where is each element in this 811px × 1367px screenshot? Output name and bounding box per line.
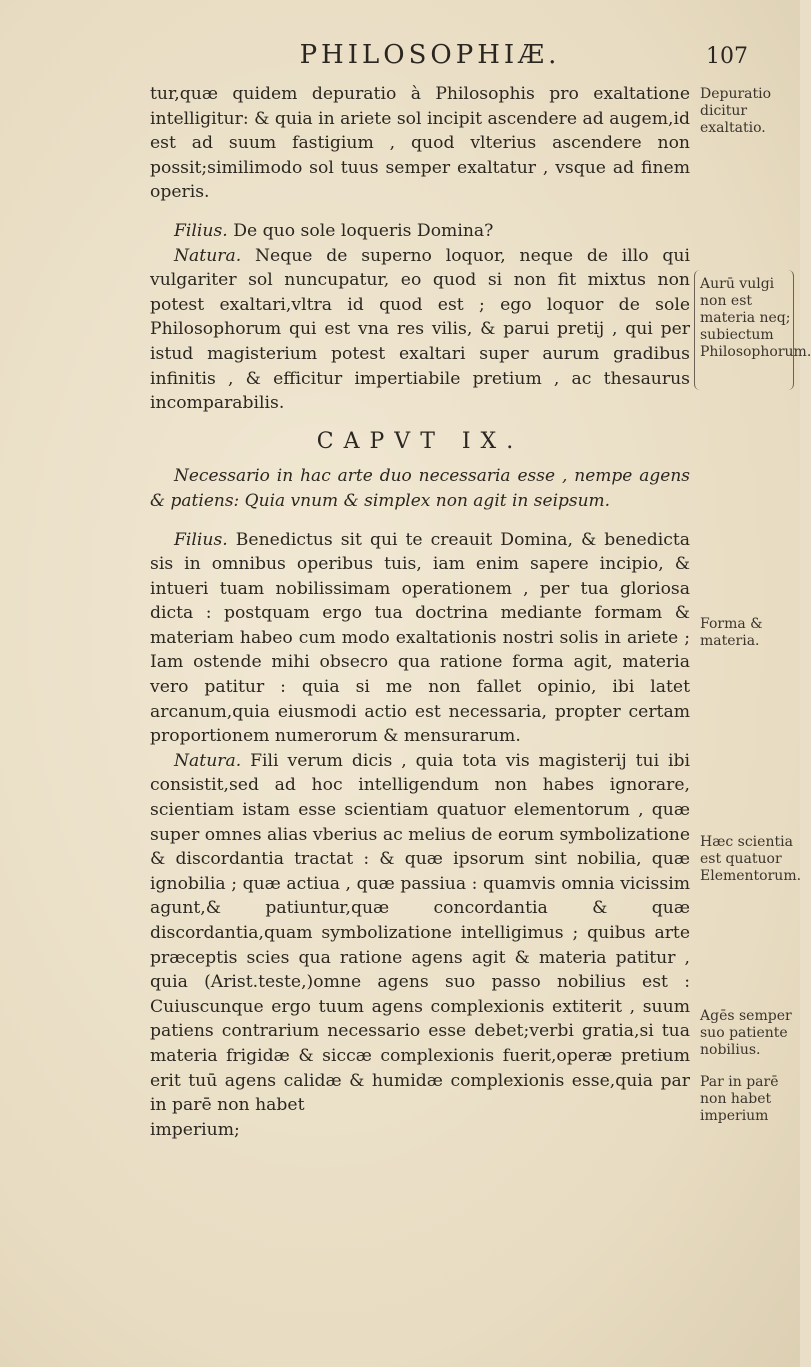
marginal-note-2: Aurū vulgi non est materia neq; subiectum Philosophorum.: [700, 276, 811, 360]
paragraph-text: Neque de superno loquor, neque de illo qui vulgariter sol nuncupatur, eo quod si non fit mixtus non potest exaltari,vltra id quod est ; ego loquor de sole Philosophorum qui est vna res vilis, & parui pretij , qui per istud magisterium potest exaltari super aurum gradibus infinitis , & efficitur impertiabile pretium , ac thesaurus incomparabilis.: [150, 245, 690, 414]
paragraph-text: Benedictus sit qui te creauit Domina, & benedicta sis in omnibus operibus tuis, iam enim sapere incipio, & intueri tuam nobilissimam operationem , per tua gloriosa dicta : postquam ergo tua doctrina mediante formam & materiam habeo cum modo exaltationis nostri solis in ariete ; Iam ostende mihi obsecro qua ratione forma agit, materia vero patitur : quia si me non fallet opinio, ibi latet arcanum,quia eiusmodi actio est necessaria, propter certam proportionem numerorum & mensurarum.: [150, 529, 690, 747]
main-text: [150, 82, 690, 1142]
speaker-label: Natura.: [174, 750, 242, 771]
marginal-note-1: Depuratio dicitur exaltatio.: [700, 86, 772, 136]
paragraph-1: tur,quæ quidem depuratio à Philosophis pro exaltatione intelligitur: & quia in ariete sol incipit ascendere ad augem,id est ad suum fastigium , quod vlterius ascendere non possit;similimodo sol tuus semper exaltatur , vsque ad finem operis.: [150, 84, 690, 203]
paragraph-3: [150, 244, 690, 416]
marginal-note-3: Forma & materia.: [700, 616, 763, 649]
marginal-note-4: Hæc scientia est quatuor Elementorum.: [700, 834, 802, 884]
paragraph-2: [150, 219, 690, 244]
speaker-label: Filius.: [174, 529, 228, 550]
marginal-note-6: Par in parē non habet imperium: [700, 1074, 779, 1124]
paragraph-5: [150, 749, 690, 1118]
catchword: imperium;: [150, 1119, 240, 1140]
paragraph-text: Fili verum dicis , quia tota vis magisterij tui ibi consistit,sed ad hoc intelligendum non habes ignorare, scientiam istam esse scientiam quatuor elementorum , quæ super omnes alias vberius ac melius de eorum symbolizatione & discordantia tractat : & quæ ipsorum sint nobilia, quæ ignobilia ; quæ actiua , quæ passiua : quamvis omnia vicissim agunt,& patiuntur,quæ concordantia & quæ discordantia,quam symbolizatione intelligimus ; quibus arte præceptis scies qua ratione agens agit & materia patitur , quia (Arist.teste,)omne agens suo passo nobilius est : Cuiuscunque ergo tuum agens complexionis extiterit , suum patiens contrarium necessario esse debet;verbi gratia,si tua materia frigidæ & siccæ complexionis fuerit,operæ pretium erit tuū agens calidæ & humidæ complexionis esse,quia par in parē non habet: [150, 750, 690, 1116]
paragraph-text: De quo sole loqueris Domina?: [227, 220, 494, 241]
speaker-label: Natura.: [174, 245, 242, 266]
chapter-heading: CAPVT IX.: [316, 428, 524, 454]
speaker-label: Filius.: [174, 220, 228, 241]
chapter-summary: Necessario in hac arte duo necessaria esse , nempe agens & patiens: Quia vnum & simplex non agit in seipsum.: [150, 466, 690, 511]
running-title: PHILOSOPHIÆ.: [299, 40, 561, 70]
page-number: 107: [706, 44, 748, 69]
marginal-note-5: Agēs semper suo patiente nobilius.: [700, 1008, 792, 1058]
paragraph-4: [150, 528, 690, 749]
